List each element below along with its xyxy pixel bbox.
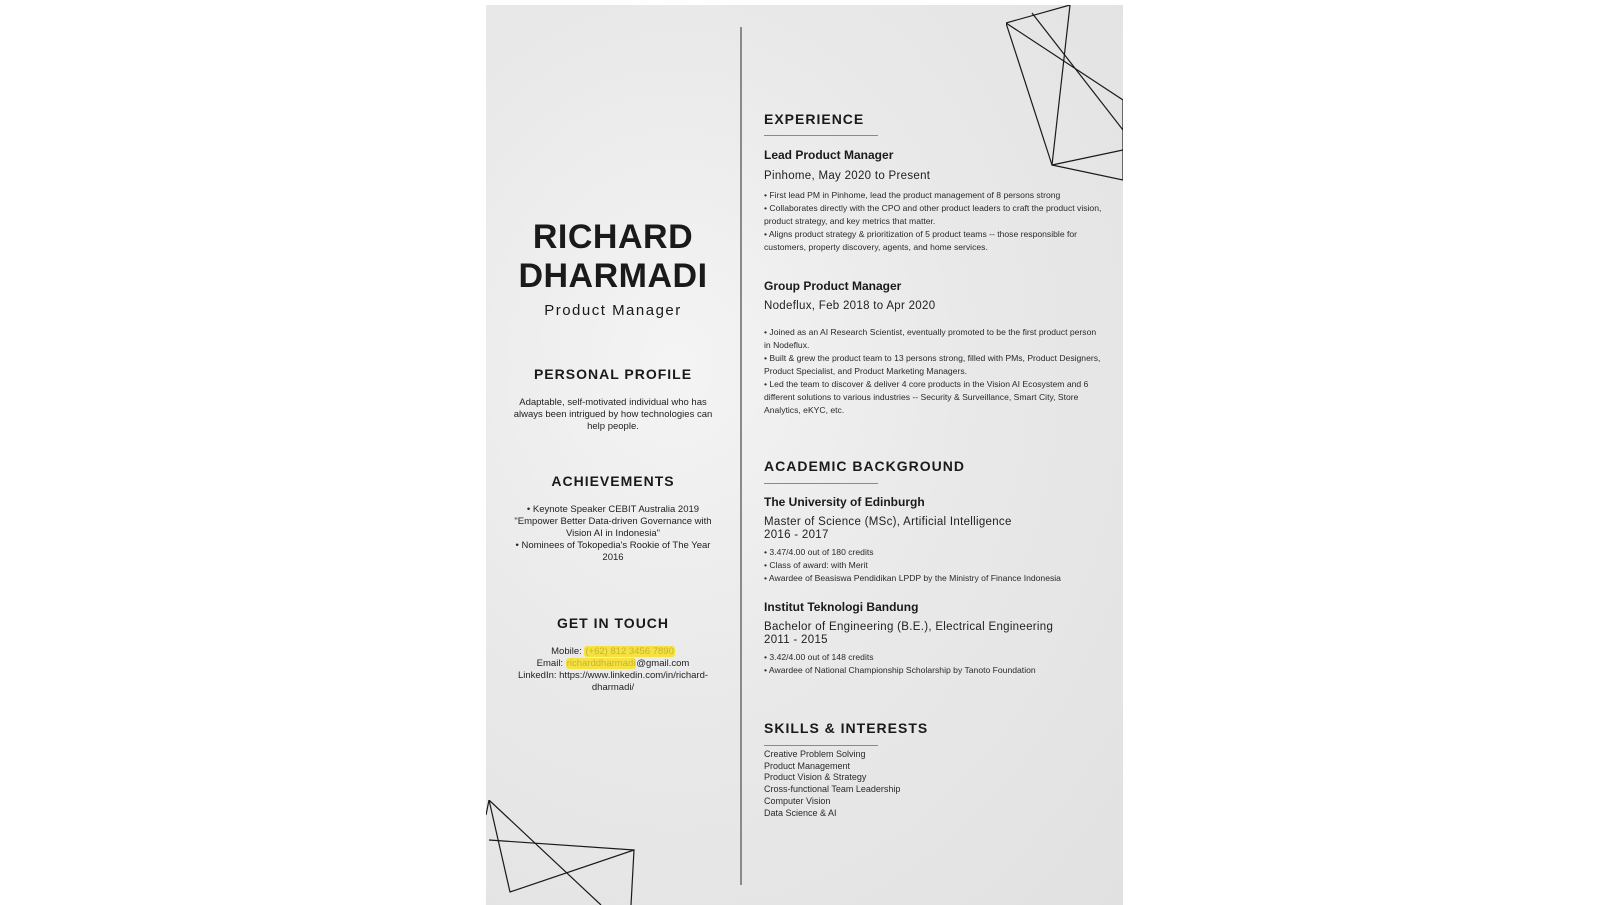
academic-heading: ACADEMIC BACKGROUND [764, 458, 965, 474]
job-bullet: • Aligns product strategy & prioritization of 5 product teams -- those responsible for customers, property discovery, agents, and home services. [764, 229, 1078, 252]
last-name: DHARMADI [518, 257, 708, 295]
achievement-item: • Nominees of Tokopedia's Rookie of The Year 2016 [515, 540, 711, 563]
skill-item: Cross-functional Team Leadership [764, 784, 901, 795]
skill-item: Creative Problem Solving [764, 749, 866, 759]
job-bullet: • First lead PM in Pinhome, lead the product management of 8 persons strong [764, 190, 1061, 200]
job-title: Group Product Manager [764, 279, 902, 293]
contact-details [486, 646, 740, 694]
achievements-list [486, 504, 740, 564]
job-company: Nodeflux, Feb 2018 to Apr 2020 [764, 300, 936, 312]
job-bullet: • Collaborates directly with the CPO and other product leaders to craft the product vision, product strategy, and key metrics that matter. [764, 203, 1102, 226]
academic-rule [764, 483, 878, 484]
contact-email [510, 658, 716, 670]
job-company: Pinhome, May 2020 to Present [764, 170, 931, 182]
achievements-heading: ACHIEVEMENTS [551, 473, 675, 489]
school-degree [764, 516, 1104, 542]
skill-item: Data Science & AI [764, 807, 837, 818]
achievement-item: "Empower Better Data-driven Governance with Vision AI in Indonesia" [514, 516, 712, 539]
job-bullets [764, 189, 1104, 254]
skills-list [764, 749, 1104, 819]
degree-name: Master of Science (MSc), Artificial Intelligence [764, 516, 1012, 528]
skill-item: Product Vision & Strategy [764, 772, 867, 783]
geometric-decoration-bottom-left [486, 800, 641, 905]
contact-linkedin: LinkedIn: https://www.linkedin.com/in/richard-dharmadi/ [517, 670, 709, 693]
candidate-title: Product Manager [544, 302, 682, 319]
school-bullet: • Class of award: with Merit [764, 560, 868, 570]
experience-heading: EXPERIENCE [764, 111, 865, 127]
achievement-item: • Keynote Speaker CEBIT Australia 2019 [526, 504, 700, 515]
first-name: RICHARD [532, 218, 694, 256]
job-bullets [764, 326, 1104, 417]
contact-mobile [510, 646, 716, 658]
mobile-label: Mobile: [551, 646, 585, 657]
school-degree [764, 621, 1104, 647]
personal-profile-text: Adaptable, self-motivated individual who has always been intrigued by how technologies can help people. [513, 397, 713, 432]
school-name: The University of Edinburgh [764, 495, 925, 509]
degree-name: Bachelor of Engineering (B.E.), Electrical Engineering [764, 621, 1054, 633]
skills-rule [764, 745, 878, 746]
job-bullet: • Built & grew the product team to 13 persons strong, filled with PMs, Product Designers, Product Specialist, and Product Marketing Managers. [764, 353, 1101, 376]
skills-heading: SKILLS & INTERESTS [764, 720, 929, 736]
email-label: Email: [536, 658, 566, 669]
job-bullet: • Led the team to discover & deliver 4 core products in the Vision AI Ecosystem and 6 different solutions to various industries -- Security & Surveillance, Smart City, Store Analytics, eKYC, etc. [764, 379, 1089, 415]
job-title: Lead Product Manager [764, 148, 894, 162]
degree-years: 2016 - 2017 [764, 529, 829, 541]
skill-item: Computer Vision [764, 795, 831, 806]
degree-years: 2011 - 2015 [764, 634, 828, 646]
school-bullet: • Awardee of National Championship Scholarship by Tanoto Foundation [764, 665, 1036, 675]
school-bullets [764, 546, 1104, 585]
personal-profile-heading: PERSONAL PROFILE [533, 366, 693, 382]
email-value: richarddharmadi [566, 658, 636, 669]
resume-page [486, 5, 1123, 905]
mobile-value: (+62) 812 3456 7890 [585, 646, 674, 657]
column-divider [740, 27, 742, 885]
school-name: Institut Teknologi Bandung [764, 600, 919, 614]
school-bullets [764, 651, 1104, 677]
skill-item: Product Management [764, 760, 851, 771]
school-bullet: • 3.47/4.00 out of 180 credits [764, 547, 874, 557]
school-bullet: • Awardee of Beasiswa Pendidikan LPDP by the Ministry of Finance Indonesia [764, 573, 1061, 583]
contact-heading: GET IN TOUCH [556, 615, 670, 631]
candidate-name [486, 218, 740, 296]
experience-rule [764, 135, 878, 136]
job-bullet: • Joined as an AI Research Scientist, eventually promoted to be the first product person in Nodeflux. [764, 327, 1097, 350]
school-bullet: • 3.42/4.00 out of 148 credits [764, 652, 874, 662]
email-suffix: @gmail.com [636, 658, 690, 669]
